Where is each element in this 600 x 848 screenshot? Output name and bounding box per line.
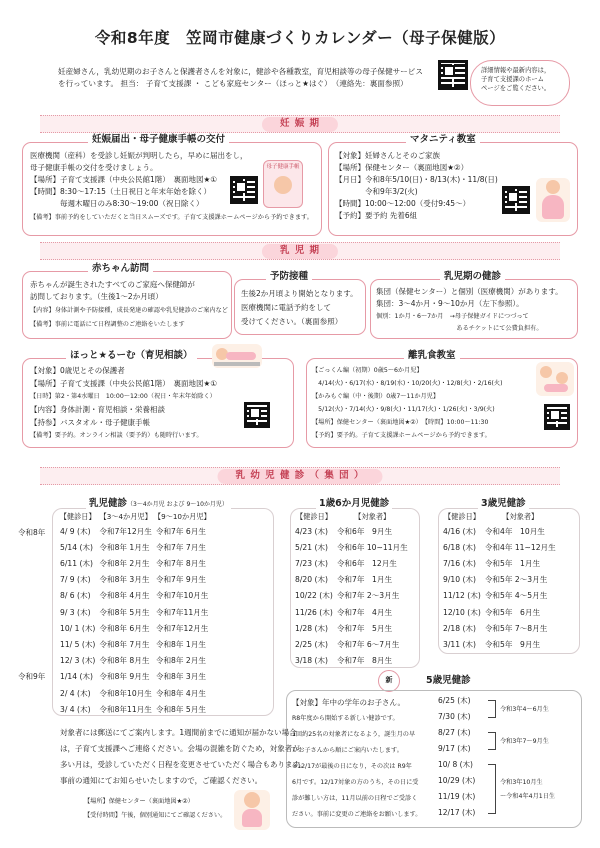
table-cell: 令和7年 2～3月生	[336, 591, 400, 601]
table-row	[58, 653, 211, 669]
table-cell: 令和7年 6月生	[155, 526, 206, 536]
nyujikenshin-line: 個別：1か月・6～7か月 →母子保健ガイドにつづって	[376, 313, 529, 320]
kenshin-d-date: 10/29 (木)	[438, 776, 476, 785]
table-cell: 令和8年 5月生	[155, 704, 206, 714]
maternity-line: 【予約】要予約 先着6組	[335, 211, 418, 220]
homon-title: 赤ちゃん訪問	[88, 263, 153, 276]
nyujikenshin-line: 集団（保健センター）と個別（医療機関）があります。	[376, 287, 563, 296]
table-cell: 令和8年 7月生	[99, 640, 150, 649]
table-cell: 令和7年10月生	[155, 591, 209, 601]
table-cell: 3/18 (木)	[295, 656, 328, 666]
section-band-ninshin	[40, 115, 560, 133]
table-cell: 6/18 (木)	[443, 542, 476, 552]
footer-line: 多い月は，受診していただく日程を変更させていただく場合もあります。	[60, 760, 307, 769]
kenshin-d-note: 1回約25名の対象者になるよう，誕生月の早	[292, 731, 416, 738]
kenshin-c-title: 3歳児健診	[478, 498, 529, 511]
column-header: 【健診日】	[295, 512, 332, 521]
table-cell: 令和6年 9月生	[336, 526, 393, 536]
kenshin-d-date: 10/ 8 (木)	[438, 760, 473, 769]
column-header: 【9～10か月児】	[153, 512, 211, 521]
kenshin-d-title: 5歳児健診	[426, 675, 471, 686]
table-cell: 7/ 9 (木)	[60, 575, 91, 585]
kenshin-d-date: 9/17 (木)	[438, 744, 471, 753]
table-cell: 3/11 (木)	[443, 640, 476, 649]
table-cell: 12/ 3 (木)	[60, 656, 96, 666]
table-cell: 2/ 4 (木)	[60, 688, 91, 698]
hottoroom-line: 【日時】第2・第4水曜日 10:00～12:00（祝日・年末年始除く）	[30, 393, 216, 400]
table-row	[58, 621, 211, 637]
table-row	[58, 686, 211, 702]
column-header: 【健診日】	[59, 512, 96, 521]
table-row	[441, 540, 558, 556]
table-cell: 令和5年 2～3月生	[484, 575, 548, 585]
table-row	[58, 588, 211, 604]
table-cell: 10/22 (木)	[295, 591, 333, 601]
table-row	[441, 524, 558, 540]
rinyu-line: 4/14(火)・6/17(水)・8/19(水)・10/20(火)・12/8(火)・2/16(火)	[312, 380, 503, 387]
table-cell: 令和7年 8月生	[336, 656, 393, 666]
table-row	[58, 524, 211, 540]
yobo-line: 受けてください。（裏面参照）	[241, 317, 343, 326]
table-cell: 3/ 4 (木)	[60, 704, 91, 714]
kenshin-b-title: 1歳6か月児健診	[316, 498, 392, 511]
table-cell: 5/14 (木)	[60, 542, 93, 552]
techo-line: 【備考】事前予約をしていただくと当日スムーズです。子育て支援課ホームページから予約できます。	[30, 214, 313, 221]
footer-line: は，子育て支援課へご連絡ください。会場の混雑を防ぐため，対象者が	[60, 744, 300, 753]
yobo-line: 医療機関に電話予約をして	[241, 303, 331, 312]
table-cell: 令和5年 6月生	[484, 607, 541, 617]
techo-line: 医療機関（産科）を受診し妊娠が判明したら，早めに届出をし，	[30, 151, 248, 160]
table-cell: 11/12 (木)	[443, 591, 481, 601]
nyujikenshin-title: 乳児期の健診	[440, 271, 505, 284]
kenshin-d-note: ださい。事前に変更のご連絡をお願いします。	[292, 811, 422, 818]
kenshin-d-group: 令和3年7～9月生	[500, 738, 549, 745]
table-row	[441, 621, 558, 637]
kenshin-a-title: 乳児健診（3～4か月児 および 9～10か月児）	[86, 498, 231, 511]
rinyu-title: 離乳食教室	[404, 350, 460, 363]
footer-line: 対象者には郵送にてご案内します。1週間前までに通知が届かない場合	[60, 728, 297, 737]
hottoroom-line: 【持参】バスタオル・母子健康手帳	[30, 418, 150, 427]
table-cell: 4/16 (木)	[443, 526, 476, 536]
table-cell: 令和8年 2月生	[99, 559, 150, 569]
table-cell: 4/ 9 (木)	[60, 526, 91, 536]
table-cell: 令和6年 12月生	[336, 559, 397, 569]
maternity-line: 【場所】保健センター（裏面地図★②）	[335, 163, 469, 172]
page-title: 令和8年度 笠岡市健康づくりカレンダー（母子保健版）	[94, 29, 506, 47]
intro-line-2: を行っています。 担当： 子育て支援課 ・ こども家庭センター（ほっと★はぐ） （連絡先：裏面参照）	[58, 78, 408, 88]
table-cell: 令和8年 1月生	[99, 542, 150, 552]
qr-code-icon[interactable]	[438, 60, 468, 90]
kenshin-d-date: 7/30 (木)	[438, 712, 471, 721]
brace	[488, 700, 496, 718]
table-row	[58, 702, 211, 718]
techo-line: 【時間】8:30～17:15（土日祝日と年末年始を除く）	[30, 187, 211, 196]
kenshin-d-note: 【対象】年中の学年のお子さん。	[292, 698, 405, 707]
kenshin-d-note: 診が難しい方は，11月以前の日程でご受診く	[292, 795, 418, 802]
baby-food-icon	[536, 362, 574, 396]
table-row	[293, 572, 410, 588]
new-badge: 新	[378, 670, 400, 692]
table-row	[293, 605, 410, 621]
hottoroom-line: 【対象】0歳児とその保護者	[30, 366, 125, 375]
table-row	[441, 572, 558, 588]
table-row	[293, 621, 410, 637]
table-cell: 8/ 6 (木)	[60, 591, 91, 601]
hottoroom-title: ほっと★るーむ（育児相談）	[66, 350, 197, 363]
nyujikenshin-line: あるチケットにて公費負担有。	[376, 325, 543, 332]
table-cell: 令和8年 8月生	[99, 656, 150, 666]
footer-place: 【場所】保健センター（裏面地図★②）	[84, 798, 194, 805]
maternity-line: 【時間】10:00～12:00（受付9:45～）	[335, 199, 471, 208]
maternity-title: マタニティ教室	[406, 134, 480, 147]
hottoroom-line: 【内容】身体計測・育児相談・栄養相談	[30, 405, 165, 414]
footer-line: 事前の通知にてお知らせいたしますので，ご確認ください。	[60, 776, 263, 785]
table-row	[441, 588, 558, 604]
yobo-title: 予防接種	[266, 271, 312, 284]
kenshin-c-table	[441, 512, 558, 653]
table-cell: 令和5年 4～5月生	[484, 591, 548, 601]
table-row	[293, 588, 410, 604]
table-cell: 7/23 (木)	[295, 559, 328, 569]
table-cell: 令和8年 3月生	[99, 575, 150, 585]
table-cell: 令和7年 9月生	[155, 575, 206, 585]
kenshin-b-table	[293, 512, 410, 669]
table-cell: 令和8年11月生	[99, 704, 152, 714]
table-row	[441, 605, 558, 621]
table-row	[441, 556, 558, 572]
table-cell: 令和8年 6月生	[99, 623, 150, 633]
column-header: 【3～4か月児】	[99, 512, 152, 521]
table-cell: 8/20 (木)	[295, 575, 328, 585]
table-cell: 1/28 (木)	[295, 623, 328, 633]
maternity-line: 【月日】令和8年5/10(日)・8/13(木)・11/8(日)	[335, 175, 498, 184]
qr-code-icon[interactable]	[230, 176, 258, 204]
table-cell: 2/18 (木)	[443, 623, 476, 633]
table-cell: 令和8年10月生	[99, 688, 152, 698]
table-row	[293, 524, 410, 540]
section-label: 乳 幼 児 健 診 （ 集 団 ）	[218, 469, 383, 484]
info-bubble: 詳細情報や最新内容は， 子育て支援課のホーム ページをご覧ください。	[470, 60, 570, 106]
table-cell: 令和7年12月生	[99, 526, 152, 536]
table-cell: 2/25 (木)	[295, 640, 328, 649]
table-row	[58, 669, 211, 685]
table-cell: 4/23 (木)	[295, 526, 328, 536]
kenshin-d-date: 11/19 (木)	[438, 792, 476, 801]
table-cell: 令和4年 11~12月生	[484, 542, 556, 552]
table-cell: 12/10 (木)	[443, 607, 481, 617]
table-cell: 11/26 (木)	[295, 607, 333, 617]
table-cell: 令和8年 9月生	[99, 672, 150, 682]
handbook-icon: 母子健康手帳	[263, 160, 303, 208]
footer-time: 【受付時間】午後，個別通知にてご確認ください。	[84, 812, 227, 819]
section-label: 乳 児 期	[262, 244, 338, 259]
table-cell: 11/ 5 (木)	[60, 640, 96, 649]
kenshin-d-note: R8年度から開始する新しい健診です。	[292, 715, 399, 722]
homon-line: 赤ちゃんが誕生されたすべてのご家庭へ保健師が	[30, 280, 195, 289]
qr-code-icon[interactable]	[244, 402, 270, 428]
table-row	[58, 572, 211, 588]
kenshin-d-group: 令和3年10月生	[500, 779, 543, 786]
rinyu-line: 【場所】保健センター（裏面地図★②） 【時間】10:00～11:30	[312, 419, 489, 426]
maternity-line: 令和9年3/2(火)	[335, 187, 418, 196]
kenshin-d-note: いお子さんから順にご案内いたします。	[292, 747, 403, 754]
qr-code-icon[interactable]	[502, 186, 530, 214]
table-cell: 1/14 (木)	[60, 672, 93, 682]
rinyu-line: 【かみもぐ編（中・後期）0歳7～11か月児】	[312, 393, 440, 400]
table-cell: 令和7年 5月生	[336, 623, 393, 633]
column-header: 【対象者】	[502, 512, 539, 521]
table-cell: 令和8年 2月生	[155, 656, 206, 666]
kenshin-d-note: 6月です。12/17対象の方のうち，その日に受	[292, 779, 419, 786]
table-cell: 令和8年 5月生	[99, 607, 150, 617]
rinyu-line: 【ごっくん編（初期）0歳5～6か月児】	[312, 367, 423, 374]
section-band-nyuyoji	[40, 467, 560, 485]
table-cell: 10/ 1 (木)	[60, 623, 96, 633]
hottoroom-line: 【場所】子育て支援課（中央公民館1階） 裏面地図★①	[30, 379, 217, 388]
baby-scale-icon	[212, 344, 262, 368]
table-cell: 令和7年 6～7月生	[336, 640, 400, 649]
yobo-line: 生後2か月頃より開始となります。	[241, 289, 358, 298]
table-row	[58, 605, 211, 621]
table-row	[58, 556, 211, 572]
table-cell: 令和7年 4月生	[336, 607, 393, 617]
table-cell: 令和8年 1月生	[155, 640, 206, 649]
hottoroom-line: 【備考】要予約。オンライン相談（要予約）も随時行います。	[30, 432, 203, 439]
table-cell: 令和6年 10~11月生	[336, 542, 408, 552]
nyujikenshin-line: 集団：3～4か月・9～10か月（左下参照）。	[376, 299, 524, 308]
maternity-line: 【対象】妊婦さんとそのご家族	[335, 151, 440, 160]
kenshin-d-date: 8/27 (木)	[438, 728, 471, 737]
table-row	[441, 637, 558, 653]
homon-line: 【内容】身体計測や予防接種，成長発達の確認や乳児健診のご案内など	[30, 307, 228, 314]
intro-text	[58, 66, 438, 90]
table-cell: 令和7年 7月生	[155, 542, 206, 552]
table-row	[58, 637, 211, 653]
table-cell: 9/10 (木)	[443, 575, 476, 585]
techo-line: 毎週木曜日のみ8:30～19:00（祝日除く）	[30, 199, 204, 208]
rinyu-line: 5/12(火)・7/14(火)・9/8(火)・11/17(火)・1/26(火)・3/9(火)	[312, 406, 495, 413]
column-header: 【対象者】	[354, 512, 391, 521]
table-row	[293, 637, 410, 653]
intro-line-1: 妊産婦さん，乳幼児期のお子さんと保護者さんを対象に，健診や各種教室，育児相談等の母子保健サービス	[58, 67, 423, 76]
techo-line: 母子健康手帳の交付を受けましょう。	[30, 163, 158, 172]
section-label: 妊 娠 期	[262, 117, 338, 132]
pregnant-woman-icon	[536, 178, 570, 222]
table-row	[293, 556, 410, 572]
kenshin-d-date: 6/25 (木)	[438, 696, 471, 705]
toddler-icon	[234, 790, 270, 830]
table-cell: 9/ 3 (木)	[60, 607, 91, 617]
kenshin-d-date: 12/17 (木)	[438, 808, 476, 817]
table-cell: 令和7年12月生	[155, 623, 209, 633]
kenshin-a-table	[58, 512, 211, 718]
table-cell: 5/21 (木)	[295, 542, 328, 552]
year-label-r8: 令和8年	[18, 528, 46, 537]
table-cell: 令和8年 3月生	[155, 672, 206, 682]
techo-line: 【場所】子育て支援課（中央公民館1階） 裏面地図★①	[30, 175, 217, 184]
table-cell: 令和7年11月生	[155, 607, 209, 617]
table-cell: 令和5年 1月生	[484, 559, 541, 569]
rinyu-line: 【予約】要予約。子育て支援課ホームページから予約できます。	[312, 432, 491, 439]
kenshin-d-note: ※12/17が最後の日になり，その次は R9年	[292, 763, 412, 770]
table-row	[293, 653, 410, 669]
qr-code-icon[interactable]	[544, 404, 570, 430]
table-row	[293, 540, 410, 556]
table-cell: 令和8年 4月生	[155, 688, 206, 698]
table-cell: 令和5年 7～8月生	[484, 623, 548, 633]
kenshin-d-group: 令和3年4～6月生	[500, 706, 549, 713]
table-cell: 6/11 (木)	[60, 559, 93, 569]
techo-title: 妊娠届出・母子健康手帳の交付	[88, 134, 229, 147]
table-row	[58, 540, 211, 556]
homon-line: 【備考】事前に電話にて日程調整のご連絡をいたします	[30, 321, 185, 328]
brace	[488, 732, 496, 750]
table-cell: 令和4年 10月生	[484, 526, 545, 536]
section-band-nyuji	[40, 242, 560, 260]
table-cell: 令和7年 8月生	[155, 559, 206, 569]
table-cell: 令和7年 1月生	[336, 575, 393, 585]
table-cell: 7/16 (木)	[443, 559, 476, 569]
homon-line: 訪問しております。（生後1～2か月頃）	[30, 292, 163, 301]
brace	[488, 764, 496, 814]
kenshin-d-group: ～令和4年4月1日生	[500, 793, 556, 800]
column-header: 【健診日】	[443, 512, 480, 521]
year-label-r9: 令和9年	[18, 672, 46, 681]
table-cell: 令和8年 4月生	[99, 591, 150, 601]
table-cell: 令和5年 9月生	[484, 640, 541, 649]
